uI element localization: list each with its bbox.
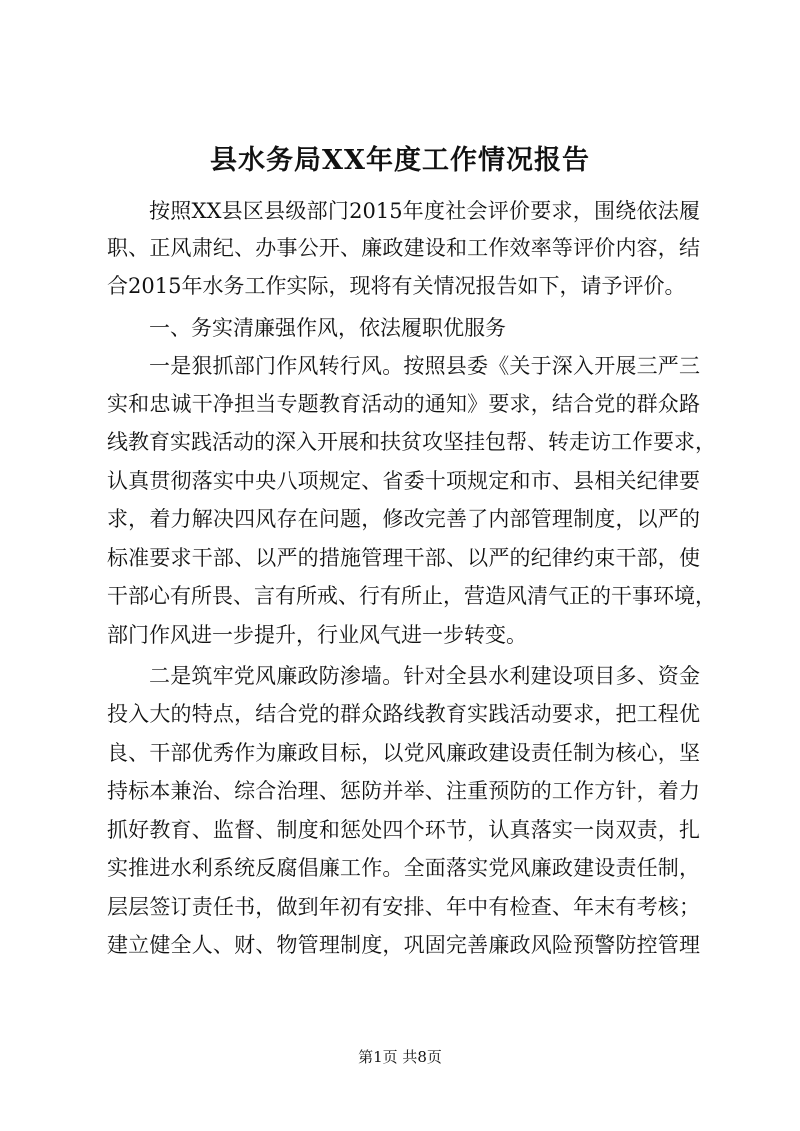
text-line: 层层签订责任书，做到年初有安排、年中有检查、年末有考核； <box>107 895 700 919</box>
text-line: 实推进水利系统反腐倡廉工作。全面落实党风廉政建设责任制， <box>107 856 700 880</box>
text-line: 合2015年水务工作实际，现将有关情况报告如下，请予评价。 <box>107 274 686 298</box>
text-line: 求，着力解决四风存在问题，修改完善了内部管理制度，以严的 <box>107 507 700 531</box>
document-title: 县水务局XX年度工作情况报告 <box>210 145 590 176</box>
text-line: 标准要求干部、以严的措施管理干部、以严的纪律约束干部，使 <box>107 546 700 570</box>
text-line: 建立健全人、财、物管理制度，巩固完善廉政风险预警防控管理 <box>107 933 700 957</box>
section-heading: 一、务实清廉强作风，依法履职优服务 <box>149 316 506 340</box>
text-line: 按照XX县区县级部门2015年度社会评价要求，围绕依法履 <box>149 199 700 223</box>
text-line: 实和忠诚干净担当专题教育活动的通知》要求，结合党的群众路 <box>107 392 700 416</box>
text-line: 线教育实践活动的深入开展和扶贫攻坚挂包帮、转走访工作要求， <box>107 430 716 454</box>
text-line: 部门作风进一步提升，行业风气进一步转变。 <box>107 623 527 647</box>
text-line: 干部心有所畏、言有所戒、行有所止，营造风清气正的干事环境， <box>107 584 716 608</box>
text-line: 认真贯彻落实中央八项规定、省委十项规定和市、县相关纪律要 <box>107 469 700 493</box>
page-number-footer: 第1页 共8页 <box>358 1048 442 1066</box>
text-line: 投入大的特点，结合党的群众路线教育实践活动要求，把工程优 <box>107 702 700 726</box>
text-line: 一是狠抓部门作风转行风。按照县委《关于深入开展三严三 <box>149 354 700 378</box>
text-line: 良、干部优秀作为廉政目标，以党风廉政建设责任制为核心，坚 <box>107 741 700 765</box>
text-line: 抓好教育、监督、制度和惩处四个环节，认真落实一岗双责，扎 <box>107 818 700 842</box>
text-line: 职、正风肃纪、办事公开、廉政建设和工作效率等评价内容，结 <box>107 236 700 260</box>
text-line: 持标本兼治、综合治理、惩防并举、注重预防的工作方针，着力 <box>107 779 700 803</box>
text-line: 二是筑牢党风廉政防渗墙。针对全县水利建设项目多、资金 <box>149 664 700 688</box>
